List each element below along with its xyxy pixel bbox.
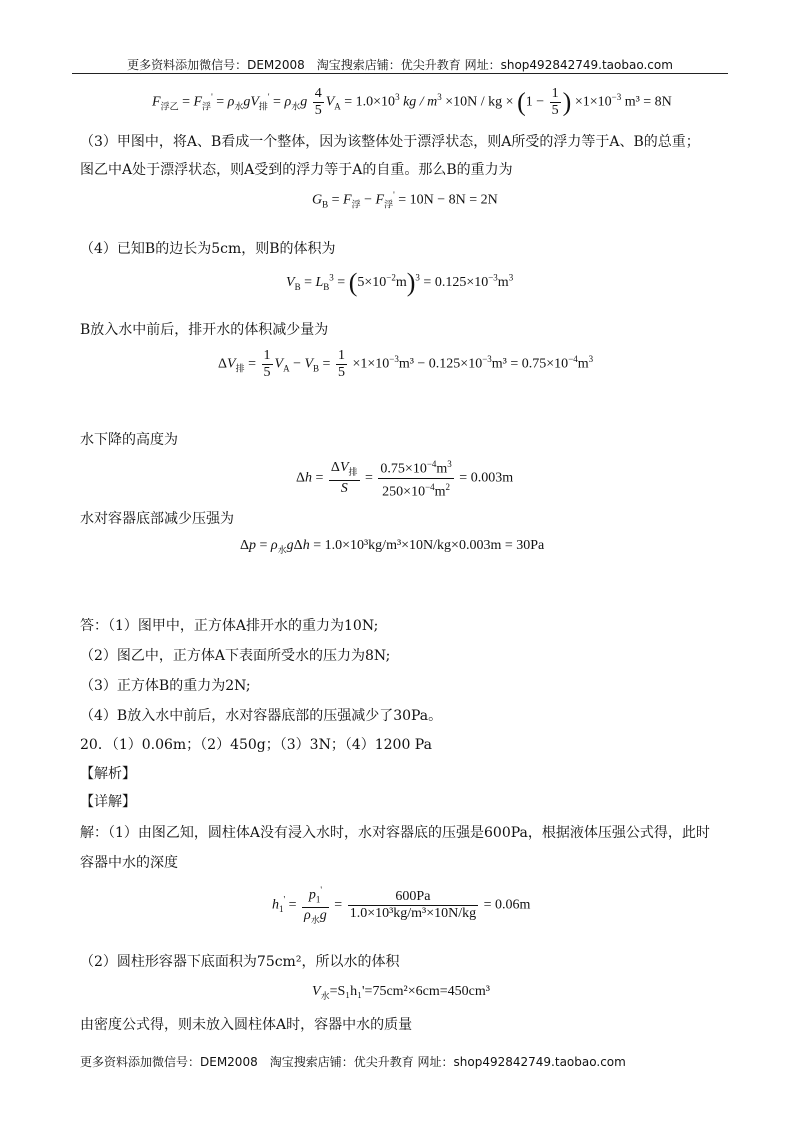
- eq4-end: m³ = 0.75×10: [491, 356, 569, 372]
- eq1-value: = 1.0×10: [344, 94, 396, 110]
- paragraph-7: 水对容器底部减少压强为: [80, 511, 234, 527]
- equation-volume-change: $\Delta V_排$ = $\frac{1}{5}$ $V_A - V_B$ = $\frac{1}{5}$ $\times 1\times 10^{-3}m^3 - 0.125\times 10^{-3}m^3 = 0.75\times 10^{-4}m^3$: [218, 348, 594, 380]
- header-rule: [72, 73, 728, 74]
- eq1-unit: kg / m: [403, 94, 438, 110]
- equation-water-depth: $h_1'$ = $\frac{p_1'}{\rho_水g}$ = $\frac{600Pa}{\text{1.0×10³kg/m³×10N/kg}}$ = 0.06m: [272, 882, 530, 928]
- equation-height-drop: Δh = $\frac{\Delta V_排}{S}$ = $\frac{0.75\times 10^{-4}m^3}{250\times 10^{-4}m^2}$ = 0.003m: [296, 456, 513, 500]
- eq4-mid: ×1×10: [352, 356, 390, 372]
- eq8-value: =S₁h₁'=75cm²×6cm=450cm³: [329, 984, 490, 999]
- eq3-unit: m: [497, 275, 509, 291]
- paragraph-3: （3）甲图中，将A、B看成一个整体，因为该整体处于漂浮状态，则A所受的浮力等于A、B的总重；: [80, 134, 700, 150]
- eq5-num: 0.75×10: [380, 461, 427, 477]
- paragraph-4: （4）已知B的边长为5cm，则B的体积为: [80, 241, 336, 257]
- equation-volume-b: $V_B = L_B^3 = (5\times 10^{-2}m)^3 = 0.125\times 10^{-3}m^3$: [286, 268, 514, 297]
- analysis-heading: 【解析】: [80, 766, 136, 782]
- equation-water-volume: $V_水=S_1h_1'=75cm^2\times 6cm=450cm^3$: [312, 984, 490, 1001]
- eq2-value: = 10N − 8N = 2N: [398, 192, 498, 208]
- equation-buoyancy: $F_{浮乙} = F_浮' = \rho_水gV_排' = \rho_水g$ $\frac{4}{5}$ $V_A = 1.0\times 10^3$ kg / $m^3 \times 10N$ / kg × (1 − $\frac{1}{5}$ ) $\times 1\times 10^{-3}$ m³ = 8N: [152, 86, 672, 118]
- eq6-value: = 1.0×10³kg/m³×10N/kg×0.003m = 30Pa: [313, 538, 545, 553]
- detail-heading: 【详解】: [80, 794, 136, 810]
- eq5-result: = 0.003m: [459, 470, 514, 486]
- eq1-end: ×1×10: [574, 94, 612, 110]
- eq1-result: m³ = 8N: [624, 94, 672, 110]
- page-footer: 更多资料添加微信号：DEM2008 淘宝搜索店铺：优尖升教育 网址：shop492842749.taobao.com: [80, 1055, 626, 1069]
- eq7-den: 1.0×10³kg/m³×10N/kg: [349, 905, 477, 921]
- solution-3: 由密度公式得，则未放入圆柱体A时，容器中水的质量: [80, 1017, 413, 1033]
- solution-2: （2）圆柱形容器下底面积为75cm²，所以水的体积: [80, 954, 400, 970]
- equation-weight-b: $G_B = F_浮 - F_浮' = 10N - 8N = 2N$: [312, 190, 498, 210]
- eq5-den: 250×10: [382, 484, 426, 500]
- page-header: 更多资料添加微信号：DEM2008 淘宝搜索店铺：优尖升教育 网址：shop492842749.taobao.com: [127, 58, 673, 72]
- paragraph-6: 水下降的高度为: [80, 432, 178, 448]
- eq7-result: = 0.06m: [483, 897, 531, 913]
- eq4-mid2: m³ − 0.125×10: [398, 356, 483, 372]
- paragraph-3b: 图乙中A处于漂浮状态，则A受到的浮力等于A的自重。那么B的重力为: [80, 162, 513, 178]
- answer-2: （2）图乙中，正方体A下表面所受水的压力为8N;: [80, 648, 391, 664]
- answer-4: （4）B放入水中前后，水对容器底部的压强减少了30Pa。: [80, 708, 443, 724]
- answer-3: （3）正方体B的重力为2N;: [80, 678, 251, 694]
- eq4-unit: m: [577, 356, 589, 372]
- eq1-mid: ×10N / kg ×: [445, 94, 514, 110]
- solution-1b: 容器中水的深度: [80, 855, 178, 871]
- solution-1: 解：（1）由图乙知，圆柱体A没有浸入水时，水对容器底的压强是600Pa，根据液体压强公式得，此时: [80, 825, 710, 841]
- answer-1: 答：（1）图甲中，正方体A排开水的重力为10N;: [80, 618, 379, 634]
- eq7-num: 600Pa: [348, 889, 478, 906]
- paragraph-5: B放入水中前后，排开水的体积减少量为: [80, 322, 329, 338]
- question-20-answers: 20．（1）0.06m；（2）450g；（3）3N；（4）1200 Pa: [80, 737, 432, 753]
- equation-pressure-drop: $\Delta p = \rho_水g\Delta h = 1.0\times 10^3kg/m^3\times 10N/kg\times 0.003m = 30Pa$: [240, 538, 545, 555]
- eq3-value: = 0.125×10: [423, 275, 489, 291]
